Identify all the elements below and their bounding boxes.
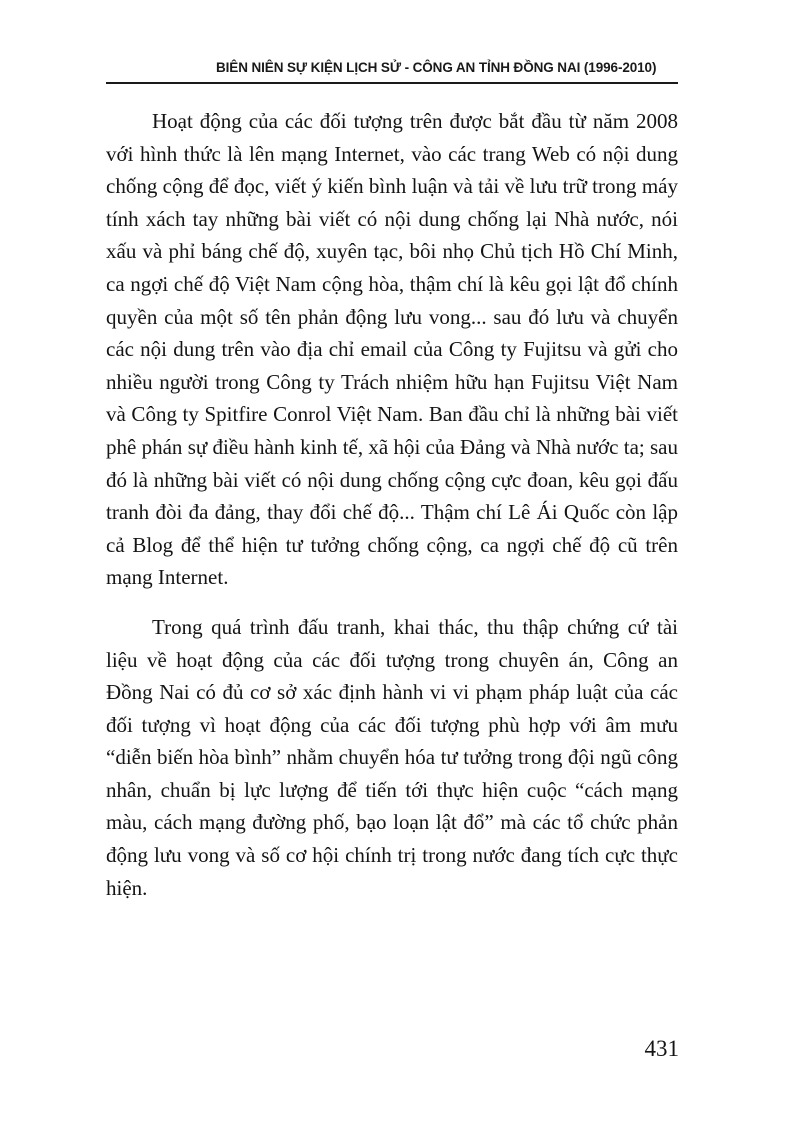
body-text [106,105,678,904]
paragraph: Hoạt động của các đối tượng trên được bắt đầu từ năm 2008 với hình thức là lên mạng Internet, vào các trang Web có nội dung chống cộng để đọc, viết ý kiến bình luận và tải về lưu trữ trong máy tính xách tay những bài viết có nội dung chống lại Nhà nước, nói xấu và phỉ báng chế độ, xuyên tạc, bôi nhọ Chủ tịch Hồ Chí Minh, ca ngợi chế độ Việt Nam cộng hòa, thậm chí là kêu gọi lật đổ chính quyền của một số tên phản động lưu vong... sau đó lưu và chuyển các nội dung trên vào địa chỉ email của Công ty Fujitsu và gửi cho nhiều người trong Công ty Trách nhiệm hữu hạn Fujitsu Việt Nam và Công ty Spitfire Conrol Việt Nam. Ban đầu chỉ là những bài viết phê phán sự điều hành kinh tế, xã hội của Đảng và Nhà nước ta; sau đó là những bài viết có nội dung chống cộng cực đoan, kêu gọi đấu tranh đòi đa đảng, thay đổi chế độ... Thậm chí Lê Ái Quốc còn lập cả Blog để thể hiện tư tưởng chống cộng, ca ngợi chế độ cũ trên mạng Internet. [106,109,678,590]
header-rule [106,82,678,84]
paragraph: Trong quá trình đấu tranh, khai thác, thu thập chứng cứ tài liệu về hoạt động của các đối tượng trong chuyên án, Công an Đồng Nai có đủ cơ sở xác định hành vi vi phạm pháp luật của các đối tượng vì hoạt động của các đối tượng phù hợp với âm mưu “diễn biến hòa bình” nhằm chuyển hóa tư tưởng trong đội ngũ công nhân, chuẩn bị lực lượng để tiến tới thực hiện cuộc “cách mạng màu, cách mạng đường phố, bạo loạn lật đổ” mà các tổ chức phản động lưu vong và số cơ hội chính trị trong nước đang tích cực thực hiện. [106,614,678,900]
page-number: 431 [644,1036,679,1061]
running-header: BIÊN NIÊN SỰ KIỆN LỊCH SỬ - CÔNG AN TỈNH ĐỒNG NAI (1996-2010) [216,60,657,75]
